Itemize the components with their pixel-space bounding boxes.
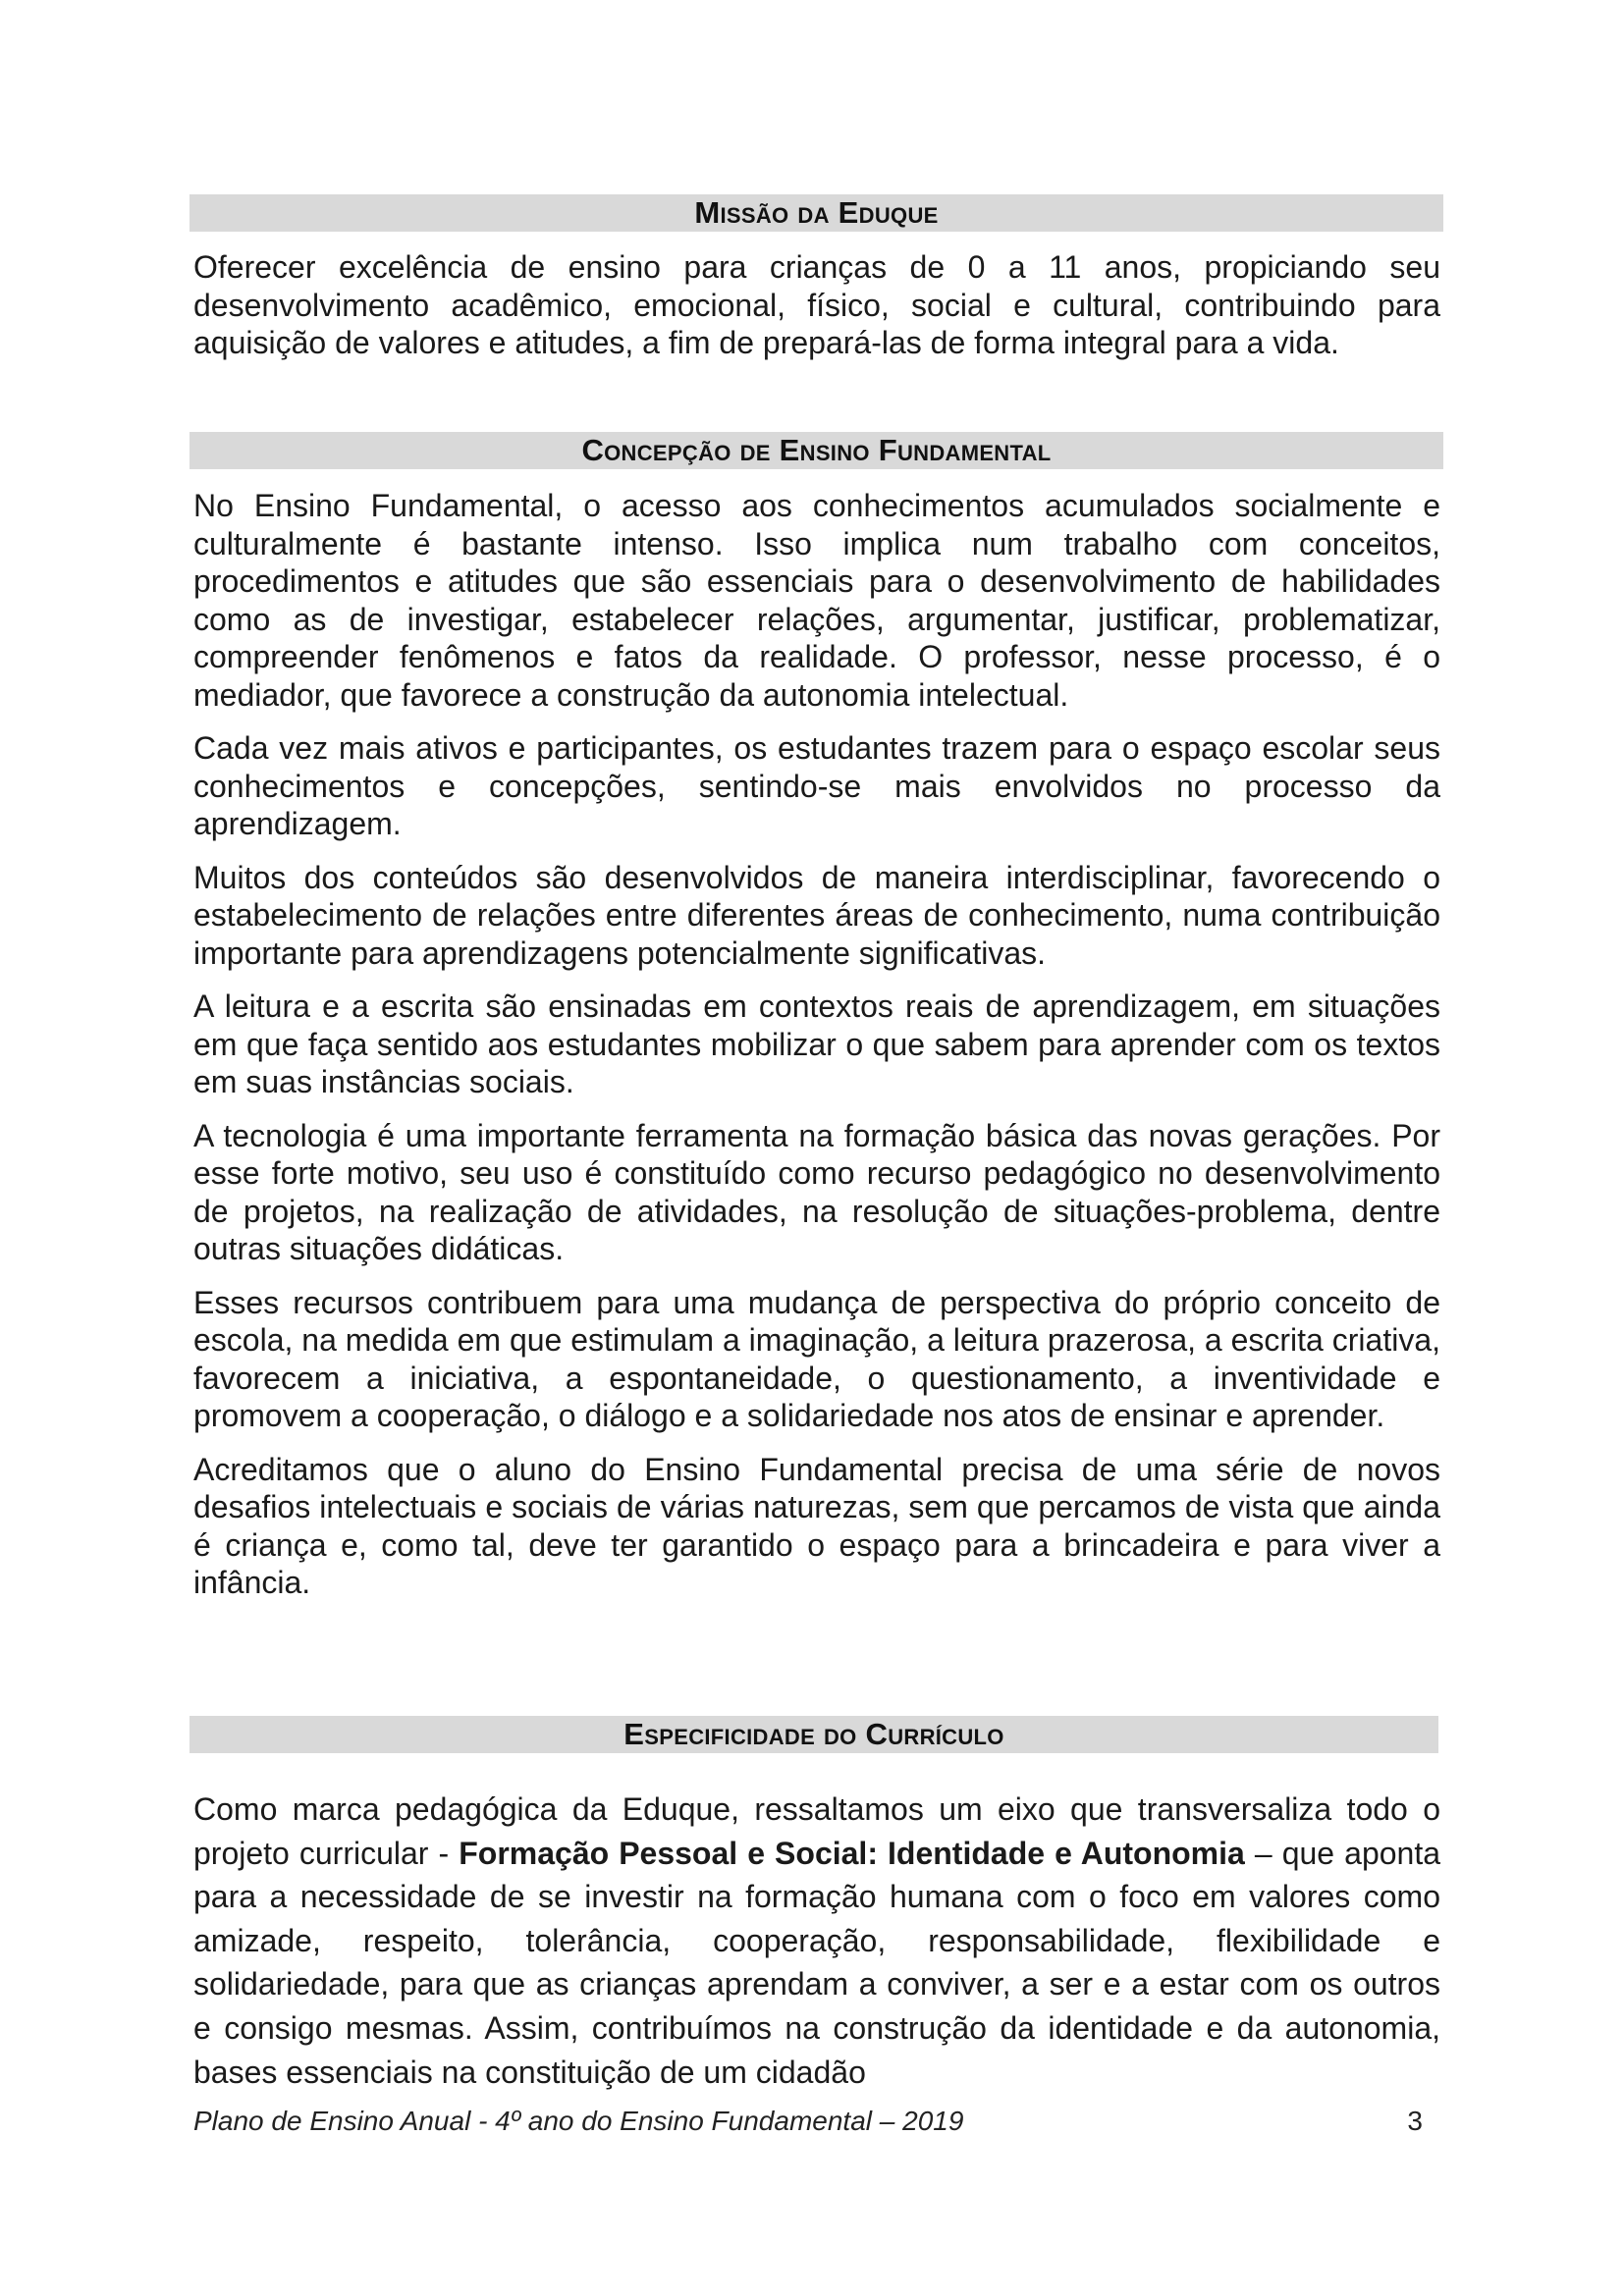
paragraph: Muitos dos conteúdos são desenvolvidos de maneira interdisciplinar, favorecendo o estabelecimento de relações entre diferentes áreas de conhecimento, numa contribuição importante para aprendizagens potencialmente significativas. xyxy=(193,859,1440,971)
section-body-missao xyxy=(193,248,1440,362)
footer-title: Plano de Ensino Anual - 4º ano do Ensino Fundamental – 2019 xyxy=(193,2106,964,2136)
paragraph: Oferecer excelência de ensino para crianças de 0 a 11 anos, propiciando seu desenvolvimento acadêmico, emocional, físico, social e cultural, contribuindo para aquisição de valores e atitudes, a fim de prepará-las de forma integral para a vida. xyxy=(193,249,1440,360)
section-heading-especificidade: Especificidade do Currículo xyxy=(189,1716,1438,1753)
paragraph: Cada vez mais ativos e participantes, os estudantes trazem para o espaço escolar seus conhecimentos e concepções, sentindo-se mais envolvidos no processo da aprendizagem. xyxy=(193,730,1440,841)
section-heading-concepcao: Concepção de Ensino Fundamental xyxy=(189,432,1443,469)
paragraph-rest: – que aponta para a necessidade de se investir na formação humana com o foco em valores como amizade, respeito, tolerância, cooperação, responsabilidade, flexibilidade e solidariedade, para que as crianças aprendam a conviver, a ser e a estar com os outros e consigo mesmas. Assim, contribuímos na construção da identidade e da autonomia, bases essenciais na constituição de um cidadão xyxy=(193,1835,1441,2090)
paragraph: Esses recursos contribuem para uma mudança de perspectiva do próprio conceito de escola, na medida em que estimulam a imaginação, a leitura prazerosa, a escrita criativa, favorecem a iniciativa, a espontaneidade, o questionamento, a inventividade e promovem a cooperação, o diálogo e a solidariedade nos atos de ensinar e aprender. xyxy=(193,1284,1440,1433)
page-footer xyxy=(193,2106,1423,2137)
section-body-concepcao xyxy=(193,487,1440,1618)
paragraph xyxy=(193,1788,1440,2094)
paragraph: A tecnologia é uma importante ferramenta na formação básica das novas gerações. Por esse forte motivo, seu uso é constituído como recurso pedagógico no desenvolvimento de projetos, na realização de atividades, na resolução de situações-problema, dentre outras situações didáticas. xyxy=(193,1117,1440,1266)
paragraph: No Ensino Fundamental, o acesso aos conhecimentos acumulados socialmente e culturalmente é bastante intenso. Isso implica num trabalho com conceitos, procedimentos e atitudes que são essenciais para o desenvolvimento de habilidades como as de investigar, estabelecer relações, argumentar, justificar, problematizar, compreender fenômenos e fatos da realidade. O professor, nesse processo, é o mediador, que favorece a construção da autonomia intelectual. xyxy=(193,488,1440,713)
emphasis-text: Formação Pessoal e Social: Identidade e Autonomia xyxy=(459,1835,1245,1871)
paragraph: A leitura e a escrita são ensinadas em contextos reais de aprendizagem, em situações em que faça sentido aos estudantes mobilizar o que sabem para aprender com os textos em suas instâncias sociais. xyxy=(193,988,1440,1099)
page-number: 3 xyxy=(1407,2106,1423,2136)
paragraph: Acreditamos que o aluno do Ensino Fundamental precisa de uma série de novos desafios intelectuais e sociais de várias naturezas, sem que percamos de vista que ainda é criança e, como tal, deve ter garantido o espaço para a brincadeira e para viver a infância. xyxy=(193,1451,1440,1600)
paragraph-intro: Como marca pedagógica da Eduque, ressaltamos um eixo que transversaliza todo o projeto curricular - xyxy=(193,1791,1440,1871)
section-heading-missao: Missão da Eduque xyxy=(189,194,1443,232)
section-body-especificidade xyxy=(193,1788,1440,2094)
